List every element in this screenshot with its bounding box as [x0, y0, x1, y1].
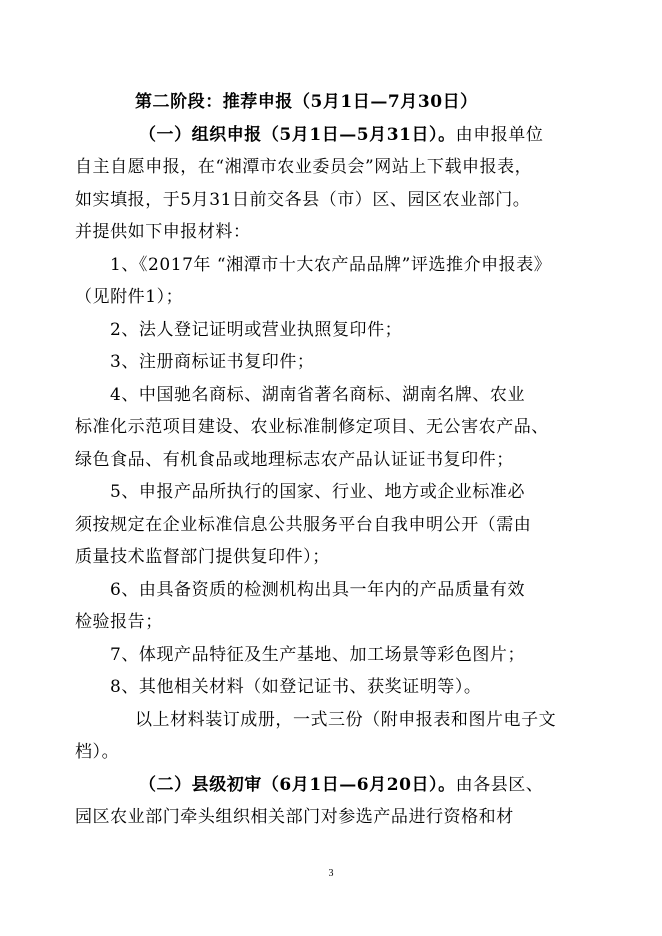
section1-heading: （一）组织申报（5月1日—5月31日）。 — [139, 124, 456, 145]
list-item-6-cont: 检验报告； — [75, 612, 163, 632]
list-item-6: 6、由具备资质的检测机构出具一年内的产品质量有效 — [110, 579, 526, 600]
stage-heading: 第二阶段：推荐申报（5月1日—7月30日） — [135, 92, 478, 112]
list-item-3: 3、注册商标证书复印件； — [110, 352, 315, 372]
section2-intro-text: 由各县区、 — [455, 774, 544, 795]
list-item-8: 8、其他相关材料（如登记证书、获奖证明等）。 — [110, 677, 482, 697]
section1-line: 并提供如下申报材料： — [75, 222, 251, 242]
section2-first-line — [75, 769, 580, 802]
section1-first-line — [75, 119, 580, 152]
section2-heading: （二）县级初审（6月1日—6月20日）。 — [139, 774, 456, 795]
list-item-1-cont: （见附件1）； — [75, 287, 184, 307]
section1-line: 如实填报，于5月31日前交各县（市）区、园区农业部门。 — [75, 189, 531, 210]
list-item-1: 1、《2017年 “湘潭市十大农产品品牌”评选推介申报表》 — [110, 254, 552, 275]
list-item-5-cont: 质量技术监督部门提供复印件）； — [75, 547, 330, 567]
list-item-5-cont: 须按规定在企业标准信息公共服务平台自我申明公开（需由 — [75, 514, 532, 535]
list-item-4-cont: 绿色食品、有机食品或地理标志农产品认证证书复印件； — [75, 449, 514, 470]
document-body — [75, 86, 580, 834]
list-item-2: 2、法人登记证明或营业执照复印件； — [110, 319, 403, 340]
binding-note: 以上材料装订成册，一式三份（附申报表和图片电子文 — [135, 709, 557, 730]
section1-line: 自主自愿申报，在“湘潭市农业委员会”网站上下载申报表， — [75, 157, 533, 177]
list-item-4: 4、中国驰名商标、湖南省著名商标、湖南名牌、农业 — [110, 384, 526, 405]
list-item-4-cont: 标准化示范项目建设、农业标准制修定项目、无公害农产品、 — [75, 417, 549, 437]
binding-note-cont: 档）。 — [75, 742, 120, 762]
page-number: 3 — [328, 868, 334, 879]
section2-line: 园区农业部门牵头组织相关部门对参选产品进行资格和材 — [75, 807, 514, 827]
section1-intro-text: 由申报单位 — [455, 124, 544, 145]
list-item-7: 7、体现产品特征及生产基地、加工场景等彩色图片； — [110, 644, 526, 665]
list-item-5: 5、申报产品所执行的国家、行业、地方或企业标准必 — [110, 482, 526, 502]
